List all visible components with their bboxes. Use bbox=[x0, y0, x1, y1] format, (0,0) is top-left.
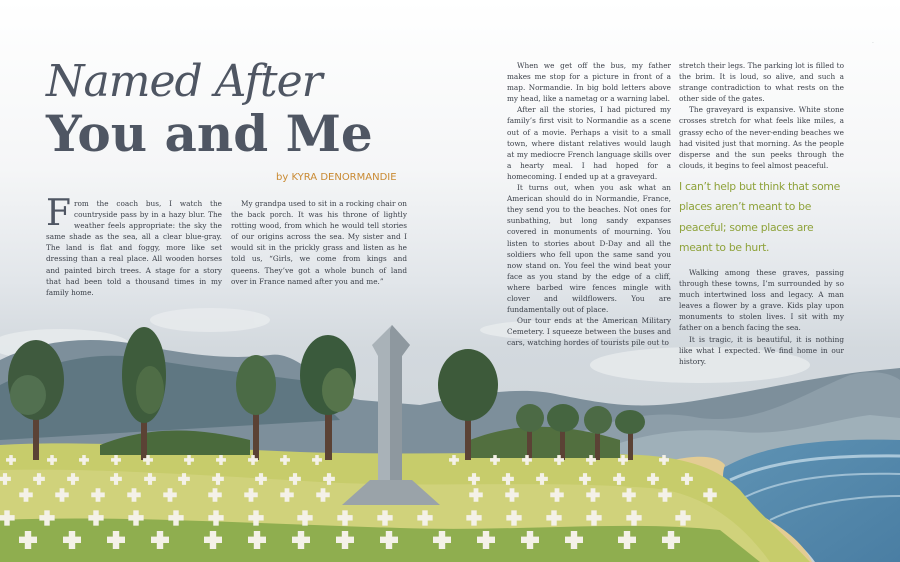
text-column-3 bbox=[507, 60, 671, 348]
pull-quote: I can’t help but think that some places aren’t meant to be peaceful; some places are meant to be hurt. bbox=[679, 179, 840, 255]
paragraph: Our tour ends at the American Military Cemetery. I squeeze between the buses and cars, watching hordes of tourists pile out to bbox=[507, 316, 671, 348]
article-byline: by KYRA DENORMANDIE bbox=[276, 172, 397, 183]
paragraph: When we get off the bus, my father makes me stop for a picture in front of a map. Normandie. In big bold letters above my head, like a nametag or a warning label. bbox=[507, 61, 671, 104]
paragraph: stretch their legs. The parking lot is filled to the brim. It is loud, so alive, and such a strange contradiction to what rests on the other side of the gates. bbox=[679, 61, 844, 104]
page-marker: · bbox=[872, 40, 874, 47]
article-title-line2: You and Me bbox=[46, 104, 373, 163]
drop-cap: F bbox=[46, 193, 71, 234]
paragraph: It turns out, when you ask what an American should do in Normandie, France, they send you to the beaches. Not ones for sunbathing, but long sandy expanses covered in monuments of mourning. You listen to stories about D-Day and all the soldiers who fell upon the same sand you now stand on. You feel the wind beat your face as you stand by the edge of a cliff, where barbed wire fences mingle with clover and wildflowers. You are fundamentally out of place. bbox=[507, 183, 671, 315]
paragraph: My grandpa used to sit in a rocking chair on the back porch. It was his throne of lightly rotting wood, from which he would tell stories of our origins across the sea. My sister and I would sit in the prickly grass and listen as he told us, “Girls, we come from kings and queens. They’ve got a whole bunch of land over in France named after you and me.” bbox=[231, 199, 407, 286]
text-column-4 bbox=[679, 60, 844, 367]
paragraph: It is tragic, it is beautiful, it is nothing like what I expected. We find home in our history. bbox=[679, 334, 844, 366]
article-title-line1: Named After bbox=[46, 56, 322, 107]
paragraph: From the coach bus, I watch the countryside pass by in a hazy blur. The weather feels appropriate: the sky the same shade as the sea, all a clear blue-gray. The land is flat and foggy, more like set dressing than a real place. All wooden horses and painted birch trees. A stage for a story that had been told a thousand times in my family home. bbox=[46, 193, 222, 297]
paragraph: After all the stories, I had pictured my family’s first visit to Normandie as a scene out of a movie. Perhaps a visit to a small town, where distant relatives would laugh at my mediocre French language skills over a hearty meal. I had hoped for a homecoming. I ended up at a graveyard. bbox=[507, 105, 671, 181]
text-column-1 bbox=[46, 193, 222, 298]
paragraph: The graveyard is expansive. White stone crosses stretch for what feels like miles, a grassy echo of the never-ending beaches we had visited just that morning. As the people disperse and the sun peeks through the clouds, it begins to feel almost peaceful. bbox=[679, 105, 844, 170]
paragraph: Walking among these graves, passing through these towns, I’m surrounded by so much intertwined loss and legacy. A man leaves a flower by a grave. Kids play upon monuments to stolen lives. I sit with my father on a bench facing the sea. bbox=[679, 267, 844, 333]
text-column-2 bbox=[231, 198, 407, 287]
